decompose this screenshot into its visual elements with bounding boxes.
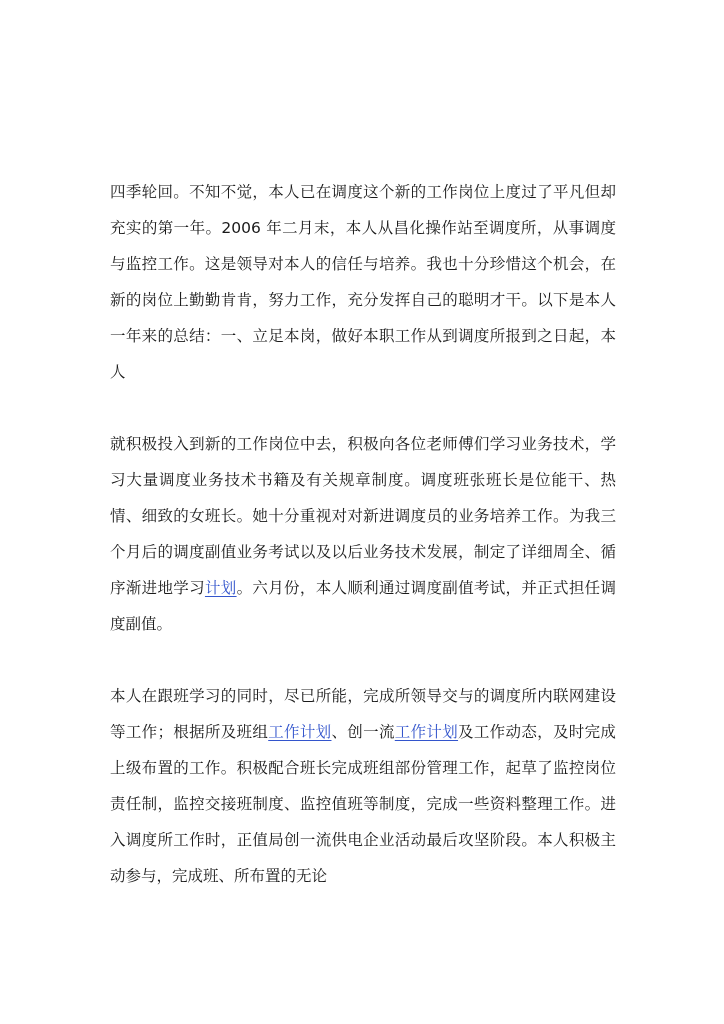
paragraph-3-text-mid: 、创一流 bbox=[331, 723, 395, 741]
paragraph-1 bbox=[110, 174, 616, 390]
paragraph-2-text-start: 就积极投入到新的工作岗位中去，积极向各位老师傅们学习业务技术，学习大量调度业务技术书籍及有关规章制度。调度班张班长是位能干、热情、细致的女班长。她十分重视对对新进调度员的业务培养工作。为我三个月后的调度副值业务考试以及以后业务技术发展，制定了详细周全、循序渐进地学习 bbox=[110, 435, 616, 597]
document-body bbox=[110, 174, 616, 894]
work-plan-link-1[interactable]: 工作计划 bbox=[268, 723, 332, 741]
paragraph-2 bbox=[110, 426, 616, 642]
paragraph-3-text-start: 本人在跟班学习的同时，尽已所能，完成所领导交与的调度所内联网建设等工作；根据所及班组 bbox=[110, 687, 616, 741]
paragraph-3-text-end: 及工作动态，及时完成上级布置的工作。积极配合班长完成班组部份管理工作，起草了监控岗位责任制，监控交接班制度、监控值班等制度，完成一些资料整理工作。进入调度所工作时，正值局创一流供电企业活动最后攻坚阶段。本人积极主动参与，完成班、所布置的无论 bbox=[110, 723, 616, 885]
plan-link[interactable]: 计划 bbox=[204, 579, 237, 597]
paragraph-3 bbox=[110, 678, 616, 894]
work-plan-link-2[interactable]: 工作计划 bbox=[394, 723, 459, 741]
paragraph-1-text: 四季轮回。不知不觉，本人已在调度这个新的工作岗位上度过了平凡但却充实的第一年。2006 年二月末，本人从昌化操作站至调度所，从事调度与监控工作。这是领导对本人的信任与培养。我也十分珍惜这个机会，在新的岗位上勤勤肯肯，努力工作，充分发挥自己的聪明才干。以下是本人一年来的总结：一、立足本岗，做好本职工作从到调度所报到之日起，本人 bbox=[110, 183, 616, 381]
paragraph-2-text-end: 。六月份，本人顺利通过调度副值考试，并正式担任调度副值。 bbox=[110, 579, 616, 633]
